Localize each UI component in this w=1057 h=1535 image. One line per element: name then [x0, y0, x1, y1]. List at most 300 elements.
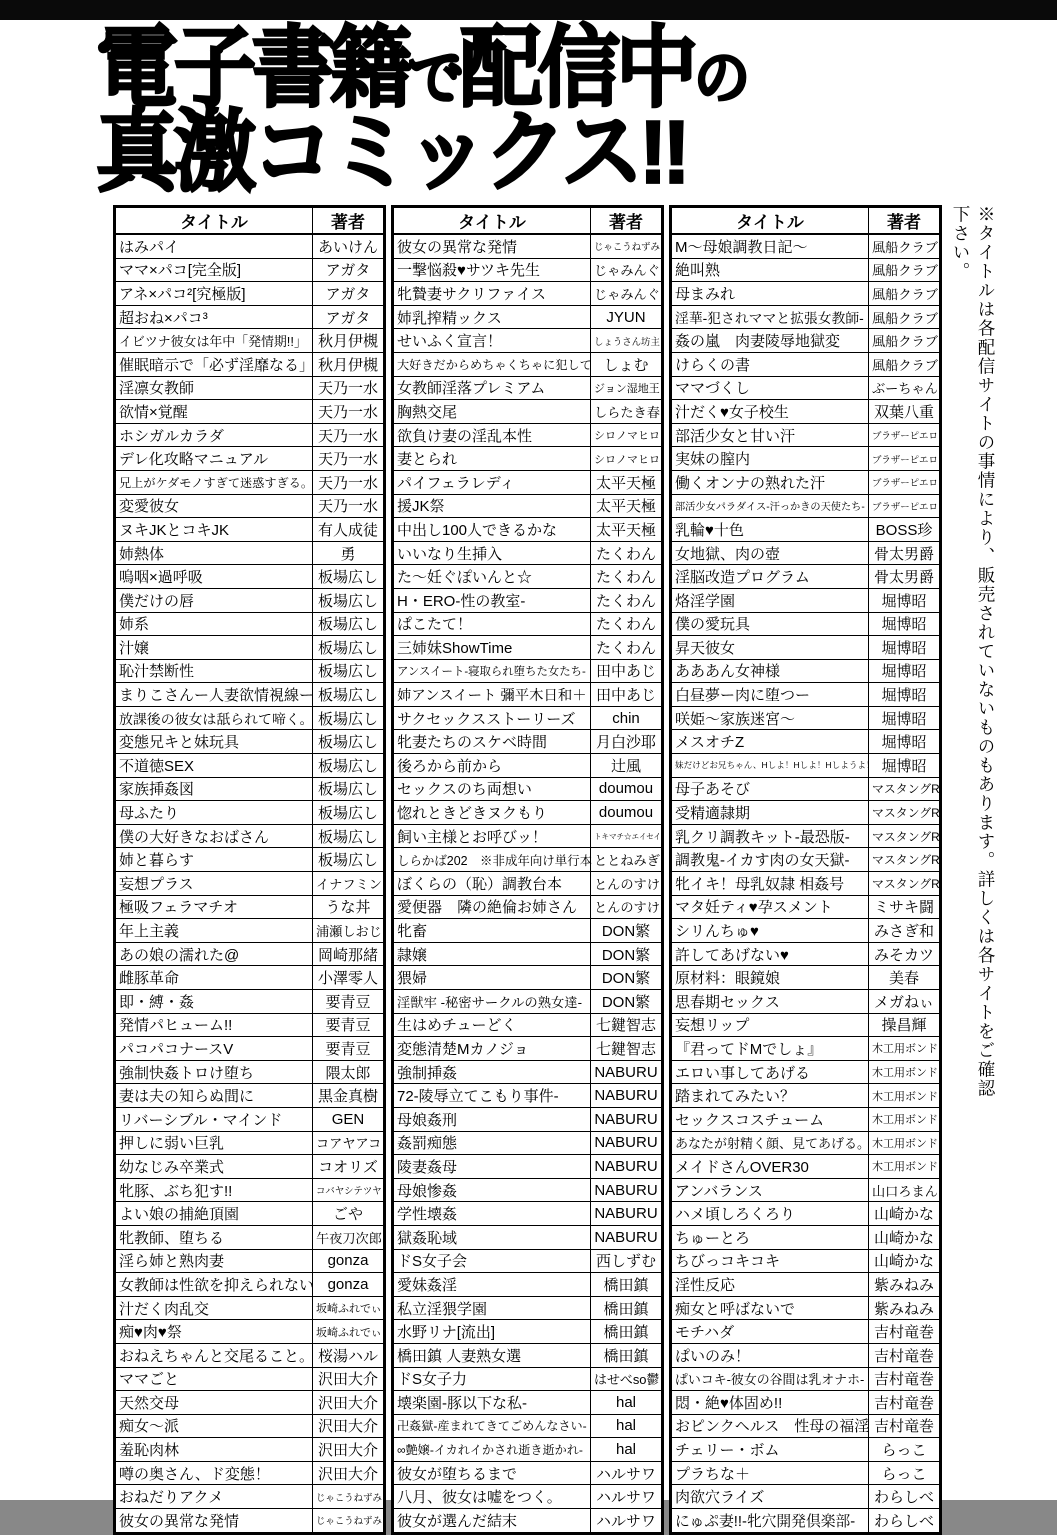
title-cell: M～母娘調教日記～ [671, 234, 869, 258]
title-cell: 汁だく肉乱交 [115, 1296, 313, 1320]
author-cell: NABURU [591, 1225, 663, 1249]
title-cell: 放課後の彼女は舐られて啼く。 [115, 706, 313, 730]
table-row [115, 659, 385, 683]
title-cell: 牝畜 [393, 919, 591, 943]
author-cell: わらしべ [869, 1485, 941, 1509]
title-cell: ヌキJKとコキJK [115, 518, 313, 542]
author-cell: 浦瀬しおじ [313, 919, 385, 943]
table-row [115, 258, 385, 282]
author-cell: chin [591, 706, 663, 730]
title-cell: おねだりアクメ [115, 1485, 313, 1509]
author-cell: 紫みねみ [869, 1273, 941, 1297]
title-cell: 姉アンスイート 彌平木日和＋ [393, 683, 591, 707]
author-cell: 坂崎ふれでぃ [313, 1320, 385, 1344]
table-row [115, 1202, 385, 1226]
title-cell: デレ化攻略マニュアル [115, 447, 313, 471]
author-cell: コアヤアコ [313, 1131, 385, 1155]
author-cell: 田中あじ [591, 659, 663, 683]
author-cell: 吉村竜巻 [869, 1391, 941, 1415]
table-row [115, 754, 385, 778]
table-row [393, 1249, 663, 1273]
title-cell: 淫性反応 [671, 1273, 869, 1297]
table-row [115, 801, 385, 825]
table-row [115, 1084, 385, 1108]
title-cell: 痴女と呼ばないで [671, 1296, 869, 1320]
title-cell: 獄姦恥域 [393, 1225, 591, 1249]
title-cell: リバーシブル・マインド [115, 1107, 313, 1131]
title-cell: 姉熱体 [115, 541, 313, 565]
table-row [393, 1178, 663, 1202]
author-cell: gonza [313, 1273, 385, 1297]
table-row [115, 895, 385, 919]
author-cell: 堀博昭 [869, 612, 941, 636]
table-row [671, 1013, 941, 1037]
title-cell: 牝教師、堕ちる [115, 1225, 313, 1249]
table-row [115, 1131, 385, 1155]
table-row [115, 1107, 385, 1131]
title-cell: 学性壊姦 [393, 1202, 591, 1226]
title-cell: ホシガルカラダ [115, 423, 313, 447]
table-row [671, 470, 941, 494]
title-cell: 踏まれてみたい？ [671, 1084, 869, 1108]
author-cell: 骨太男爵 [869, 565, 941, 589]
author-cell: 黒金真樹 [313, 1084, 385, 1108]
table-row [671, 400, 941, 424]
author-cell: トキマチ☆エイセイ [591, 824, 663, 848]
title-cell: 母子あそび [671, 777, 869, 801]
title-cell: 強制快姦トロけ堕ち [115, 1060, 313, 1084]
author-cell: 隈太郎 [313, 1060, 385, 1084]
title-cell: 母まみれ [671, 282, 869, 306]
author-cell: 板場広し [313, 683, 385, 707]
table-row [115, 1013, 385, 1037]
table-header-author: 著者 [313, 207, 385, 235]
title-cell: た～妊ぐぽいんと☆ [393, 565, 591, 589]
author-cell: 板場広し [313, 612, 385, 636]
title-cell: パコパコナースV [115, 1037, 313, 1061]
author-cell: DON繁 [591, 942, 663, 966]
author-cell: NABURU [591, 1178, 663, 1202]
table-row [671, 1060, 941, 1084]
author-cell: 山崎かな [869, 1202, 941, 1226]
title-cell: ママづくし [671, 376, 869, 400]
title-cell: 乳輪♥十色 [671, 518, 869, 542]
title-cell: 妹だけどお兄ちゃん、Hしよ！Hしよ！Hしようよ！ [671, 754, 869, 778]
author-cell: 橋田鎮 [591, 1343, 663, 1367]
title-cell: 超おね×パコ³ [115, 305, 313, 329]
title-cell: 変態兄キと妹玩具 [115, 730, 313, 754]
table-row [671, 1296, 941, 1320]
title-cell: 淫脳改造プログラム [671, 565, 869, 589]
table-row [393, 706, 663, 730]
table-row [115, 588, 385, 612]
title-cell: まりこさんー人妻欲情視線ー [115, 683, 313, 707]
table-row [115, 329, 385, 353]
table-row [115, 565, 385, 589]
title-cell: 極吸フェラマチオ [115, 895, 313, 919]
title-cell: イビツナ彼女は年中「発情期!!」 [115, 329, 313, 353]
table-row [115, 1438, 385, 1462]
table-row [115, 541, 385, 565]
title-cell: 絶叫熟 [671, 258, 869, 282]
table-row [393, 305, 663, 329]
comics-table-3 [669, 205, 942, 1535]
table-row [115, 1391, 385, 1415]
title-cell: 壊楽園-豚以下な私- [393, 1391, 591, 1415]
title-cell: 妻とられ [393, 447, 591, 471]
title-cell: 後ろから前から [393, 754, 591, 778]
title-cell: 雌豚革命 [115, 966, 313, 990]
title-cell: 姉系 [115, 612, 313, 636]
title-cell: 羞恥肉林 [115, 1438, 313, 1462]
title-cell: 部活少女と甘い汗 [671, 423, 869, 447]
author-cell: 堀博昭 [869, 730, 941, 754]
title-cell: 一撃悩殺♥サツキ先生 [393, 258, 591, 282]
table-row [671, 1438, 941, 1462]
author-cell: ハルサワ [591, 1509, 663, 1534]
author-cell: doumou [591, 777, 663, 801]
author-cell: アガタ [313, 282, 385, 306]
title-cell: いいなり生挿入 [393, 541, 591, 565]
author-cell: 沢田大介 [313, 1461, 385, 1485]
author-cell: 天乃一水 [313, 400, 385, 424]
table-row [671, 305, 941, 329]
table-row [393, 258, 663, 282]
title-cell: エロい事してあげる [671, 1060, 869, 1084]
table-row [115, 1225, 385, 1249]
table-row [393, 1273, 663, 1297]
author-cell: 午夜刀次郎 [313, 1225, 385, 1249]
table-row [393, 1343, 663, 1367]
title-cell: 姉と暮らす [115, 848, 313, 872]
title-cell: ちびっコキコキ [671, 1249, 869, 1273]
table-row [115, 305, 385, 329]
title-segment-small: で [408, 43, 461, 112]
catalog-columns [113, 205, 999, 1535]
author-cell: 吉村竜巻 [869, 1343, 941, 1367]
table-row [671, 423, 941, 447]
title-cell: 彼女が選んだ結末 [393, 1509, 591, 1534]
table-row [671, 518, 941, 542]
table-row [115, 1343, 385, 1367]
author-cell: 板場広し [313, 706, 385, 730]
author-cell: 堀博昭 [869, 706, 941, 730]
title-cell: 女教師は性欲を抑えられない [115, 1273, 313, 1297]
table-row [115, 612, 385, 636]
table-row [393, 1320, 663, 1344]
title-cell: 調教鬼-イカす肉の女天獄- [671, 848, 869, 872]
author-cell: ぶーちゃん [869, 376, 941, 400]
author-cell: 山崎かな [869, 1225, 941, 1249]
author-cell: ととねみぎ [591, 848, 663, 872]
author-cell: 板場広し [313, 824, 385, 848]
table-row [115, 1037, 385, 1061]
table-row [671, 447, 941, 471]
title-cell: 橋田鎮 人妻熟女選 [393, 1343, 591, 1367]
author-cell: 山崎かな [869, 1249, 941, 1273]
title-cell: ぱこたて！ [393, 612, 591, 636]
table-row [115, 706, 385, 730]
table-row [115, 494, 385, 518]
table-row [115, 470, 385, 494]
author-cell: しょうさん坊主 [591, 329, 663, 353]
author-cell: GEN [313, 1107, 385, 1131]
author-cell: 七鍵智志 [591, 1037, 663, 1061]
title-cell: 妄想プラス [115, 872, 313, 896]
table-row [115, 400, 385, 424]
author-cell: 山口ろまん [869, 1178, 941, 1202]
author-cell: マスタングR [869, 848, 941, 872]
table-row [115, 376, 385, 400]
title-cell: 原材料：眼鏡娘 [671, 966, 869, 990]
table-row [393, 919, 663, 943]
table-row [393, 352, 663, 376]
table-row [671, 1414, 941, 1438]
author-cell: 木工用ボンド [869, 1084, 941, 1108]
author-cell: じゃみんぐ [591, 282, 663, 306]
author-cell: ブラザーピエロ [869, 470, 941, 494]
title-cell: ハメ頃しろくろり [671, 1202, 869, 1226]
table-row [393, 636, 663, 660]
title-cell: はみパイ [115, 234, 313, 258]
title-cell: 咲姫～家族迷宮～ [671, 706, 869, 730]
title-cell: 思春期セックス [671, 990, 869, 1014]
title-cell: アネ×パコ²[究極版] [115, 282, 313, 306]
table-row [393, 895, 663, 919]
author-cell: ミサキ闘 [869, 895, 941, 919]
title-cell: 痴女～派 [115, 1414, 313, 1438]
author-cell: 天乃一水 [313, 494, 385, 518]
table-row [393, 966, 663, 990]
title-cell: 不道徳SEX [115, 754, 313, 778]
table-row [393, 565, 663, 589]
table-row [115, 777, 385, 801]
title-cell: 兄上がケダモノすぎて迷惑すぎる。 [115, 470, 313, 494]
table-row [671, 730, 941, 754]
author-cell: 板場広し [313, 565, 385, 589]
author-cell: 板場広し [313, 801, 385, 825]
table-header-row [671, 207, 941, 235]
author-cell: みさぎ和 [869, 919, 941, 943]
author-cell: 太平天極 [591, 494, 663, 518]
table-row [393, 801, 663, 825]
table-row [671, 659, 941, 683]
title-cell: マタ妊ティ♥孕スメント [671, 895, 869, 919]
title-cell: あの娘の濡れた@ [115, 942, 313, 966]
title-cell: 強制挿姦 [393, 1060, 591, 1084]
table-row [393, 1225, 663, 1249]
title-cell: 生はめチューどく [393, 1013, 591, 1037]
title-cell: 大好きだからめちゃくちゃに犯して [393, 352, 591, 376]
table-row [671, 1107, 941, 1131]
title-cell: 妻は夫の知らぬ間に [115, 1084, 313, 1108]
table-row [393, 541, 663, 565]
title-cell: 家族挿姦図 [115, 777, 313, 801]
author-cell: 吉村竜巻 [869, 1320, 941, 1344]
title-cell: 女教師淫落プレミアム [393, 376, 591, 400]
table-row [671, 990, 941, 1014]
title-cell: 僕の大好きなおばさん [115, 824, 313, 848]
table-row [115, 1367, 385, 1391]
table-row [115, 848, 385, 872]
table-row [671, 1273, 941, 1297]
author-cell: 沢田大介 [313, 1438, 385, 1462]
author-cell: 橋田鎮 [591, 1320, 663, 1344]
author-cell: あいけん [313, 234, 385, 258]
title-cell: 姉乳搾精ックス [393, 305, 591, 329]
title-segment: 配信中 [460, 19, 695, 118]
author-cell: マスタングR [869, 777, 941, 801]
author-cell: NABURU [591, 1131, 663, 1155]
author-cell: マスタングR [869, 801, 941, 825]
table-row [671, 1343, 941, 1367]
author-cell: 風船クラブ [869, 282, 941, 306]
author-cell: じゃこうねずみ [591, 234, 663, 258]
title-cell: 噂の奥さん、ド変態！ [115, 1461, 313, 1485]
table-row [671, 1249, 941, 1273]
author-cell: 風船クラブ [869, 234, 941, 258]
title-cell: 淫華-犯されママと拡張女教師- [671, 305, 869, 329]
author-cell: 天乃一水 [313, 447, 385, 471]
author-cell: たくわん [591, 588, 663, 612]
comics-table-1 [113, 205, 386, 1535]
title-cell: 悶・絶♥体固め!! [671, 1391, 869, 1415]
table-row [115, 282, 385, 306]
title-cell: 昇天彼女 [671, 636, 869, 660]
author-cell: コバヤシテツヤ [313, 1178, 385, 1202]
table-row [671, 1461, 941, 1485]
comics-table-2 [391, 205, 664, 1535]
title-cell: ぱいコキ-彼女の谷間は乳オナホ- [671, 1367, 869, 1391]
title-cell: 愛妹姦淫 [393, 1273, 591, 1297]
author-cell: 木工用ボンド [869, 1060, 941, 1084]
title-cell: 援JK祭 [393, 494, 591, 518]
table-row [671, 1037, 941, 1061]
title-cell: 部活少女パラダイス-汗っかきの天使たち- [671, 494, 869, 518]
table-row [115, 1296, 385, 1320]
author-cell: しらたき春 [591, 400, 663, 424]
table-row [115, 518, 385, 542]
table-header-row [393, 207, 663, 235]
title-cell: 彼女が堕ちるまで [393, 1461, 591, 1485]
title-cell: 淫ら姉と熟肉妻 [115, 1249, 313, 1273]
author-cell: ごや [313, 1202, 385, 1226]
title-cell: 年上主義 [115, 919, 313, 943]
author-cell: hal [591, 1438, 663, 1462]
author-cell: 勇 [313, 541, 385, 565]
author-cell: 風船クラブ [869, 329, 941, 353]
table-row [671, 801, 941, 825]
author-cell: たくわん [591, 565, 663, 589]
author-cell: 堀博昭 [869, 588, 941, 612]
title-cell: 嗚咽×過呼吸 [115, 565, 313, 589]
table-row [115, 1414, 385, 1438]
author-cell: 堀博昭 [869, 683, 941, 707]
title-cell: ぱいのみ！ [671, 1343, 869, 1367]
author-cell: 板場広し [313, 754, 385, 778]
author-cell: hal [591, 1391, 663, 1415]
table-header-title: タイトル [115, 207, 313, 235]
table-row [671, 588, 941, 612]
table-row [671, 494, 941, 518]
table-row [393, 329, 663, 353]
table-row [115, 683, 385, 707]
table-row [393, 282, 663, 306]
title-cell: おねえちゃんと交尾ること。 [115, 1343, 313, 1367]
side-note: ※タイトルは各配信サイトの事情により、販売されていないものもあります。詳しくは各サイトをご確認下さい。 [951, 205, 996, 1098]
author-cell: 板場広し [313, 636, 385, 660]
title-cell: 僕の愛玩具 [671, 612, 869, 636]
table-row [393, 400, 663, 424]
title-cell: 変態清楚Mカノジョ [393, 1037, 591, 1061]
table-row [393, 659, 663, 683]
title-cell: 愛便器 隣の絶倫お姉さん [393, 895, 591, 919]
title-cell: 痴♥肉♥祭 [115, 1320, 313, 1344]
title-cell: プラちな＋ [671, 1461, 869, 1485]
table-row [671, 329, 941, 353]
author-cell: DON繁 [591, 919, 663, 943]
author-cell: NABURU [591, 1155, 663, 1179]
table-row [671, 1155, 941, 1179]
title-cell: あなたが射精く顔、見てあげる。 [671, 1131, 869, 1155]
title-cell: 淫凛女教師 [115, 376, 313, 400]
table-row [393, 423, 663, 447]
author-cell: 吉村竜巻 [869, 1414, 941, 1438]
author-cell: 太平天極 [591, 470, 663, 494]
top-black-bar [0, 0, 1057, 20]
table-row [671, 942, 941, 966]
title-cell: 肉欲穴ライズ [671, 1485, 869, 1509]
table-row [671, 919, 941, 943]
title-cell: ぼくらの（恥）調教台本 [393, 872, 591, 896]
table-row [115, 942, 385, 966]
author-cell: じゃこうねずみ [313, 1509, 385, 1534]
title-cell: 卍姦獄-産まれてきてごめんなさい- [393, 1414, 591, 1438]
author-cell: NABURU [591, 1060, 663, 1084]
author-cell: ハルサワ [591, 1461, 663, 1485]
table-row [671, 1485, 941, 1509]
table-row [393, 1509, 663, 1534]
author-cell: 天乃一水 [313, 376, 385, 400]
table-row [393, 612, 663, 636]
author-cell: 沢田大介 [313, 1391, 385, 1415]
author-cell: たくわん [591, 541, 663, 565]
table-row [115, 1273, 385, 1297]
title-cell: 実妹の膣内 [671, 447, 869, 471]
title-cell: 水野リナ[流出] [393, 1320, 591, 1344]
table-row [115, 1461, 385, 1485]
table-row [393, 1296, 663, 1320]
title-cell: モチハダ [671, 1320, 869, 1344]
table-row [393, 234, 663, 258]
table-header-title: タイトル [393, 207, 591, 235]
table-row [393, 1461, 663, 1485]
table-row [393, 754, 663, 778]
table-row [671, 1202, 941, 1226]
table-row [393, 1367, 663, 1391]
title-cell: 彼女の異常な発情 [115, 1509, 313, 1534]
title-cell: 中出し100人できるかな [393, 518, 591, 542]
author-cell: 橋田鎮 [591, 1273, 663, 1297]
title-cell: 母ふたり [115, 801, 313, 825]
table-row [671, 258, 941, 282]
title-segment-small: の [694, 43, 747, 112]
title-cell: ドS女子会 [393, 1249, 591, 1273]
title-cell: 許してあげない♥ [671, 942, 869, 966]
table-row [393, 1485, 663, 1509]
table-row [393, 1013, 663, 1037]
author-cell: 板場広し [313, 848, 385, 872]
